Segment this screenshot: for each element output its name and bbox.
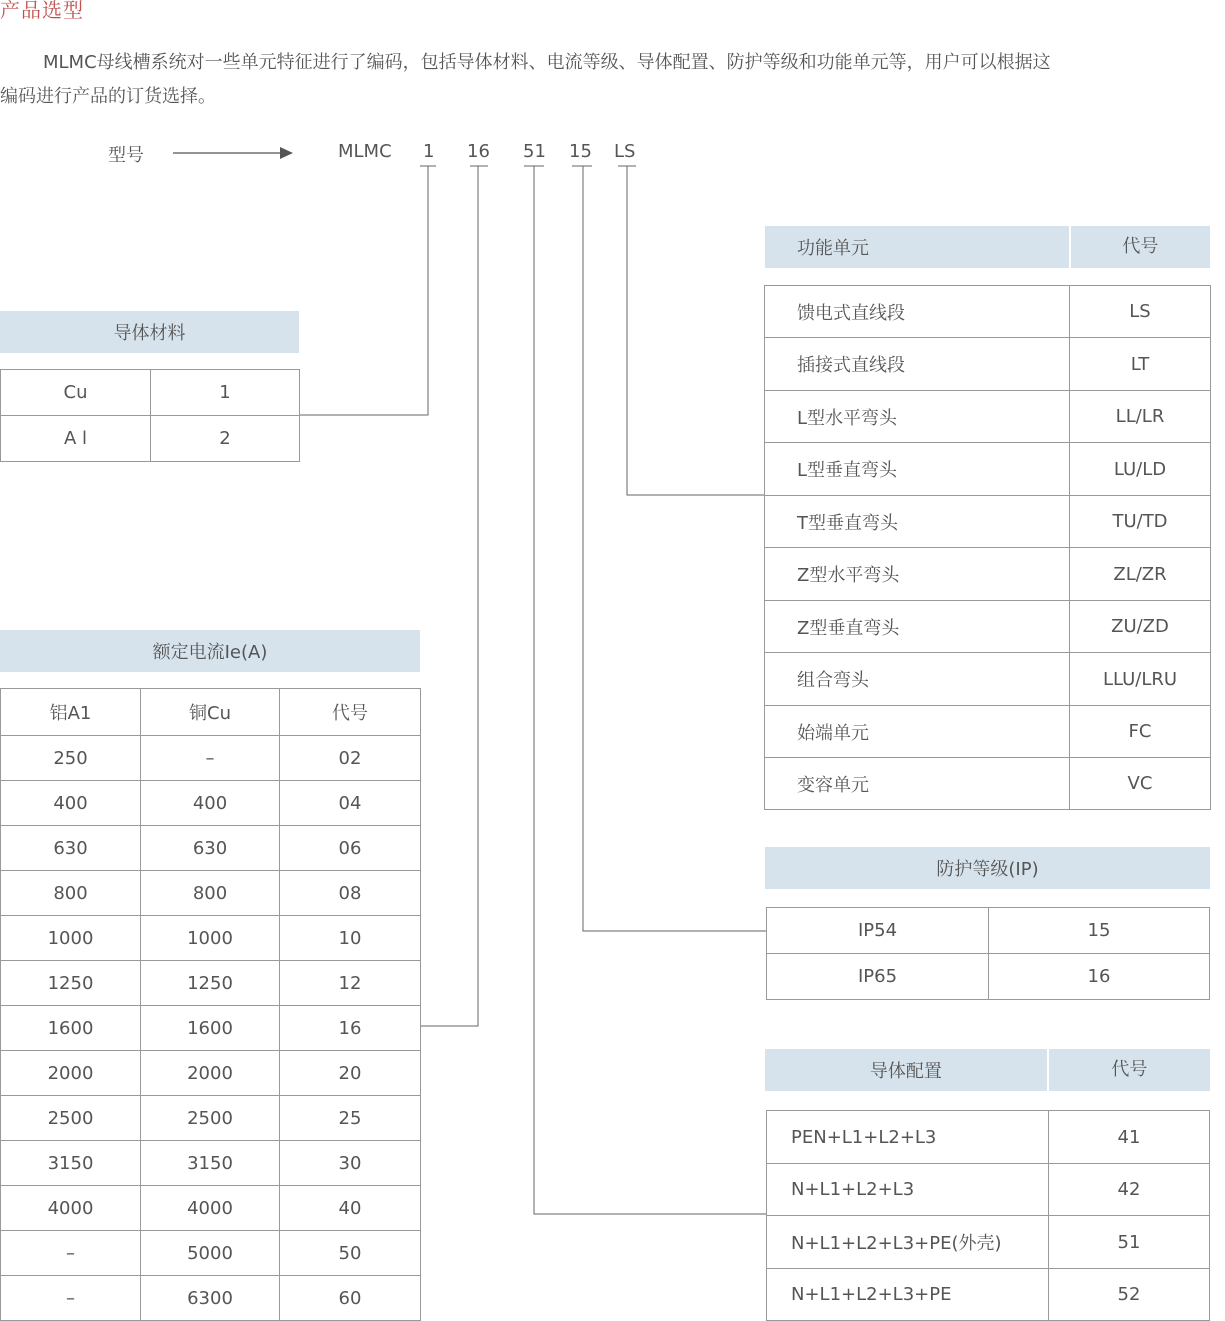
intro-line-2: 编码进行产品的订货选择。 <box>0 86 216 107</box>
al-cell: 250 <box>1 736 141 781</box>
table-row <box>765 653 1211 706</box>
table-row <box>1 1231 421 1276</box>
code-cell: 16 <box>280 1006 421 1051</box>
al-cell: 1000 <box>1 916 141 961</box>
table-row <box>765 286 1211 338</box>
code-protection: 15 <box>569 141 592 162</box>
code-cell: 04 <box>280 781 421 826</box>
configuration-name-cell: N+L1+L2+L3+PE <box>767 1269 1049 1321</box>
protection-header: 防护等级(IP) <box>765 847 1210 889</box>
table-row <box>1 1276 421 1321</box>
function-code-cell: LLU/LRU <box>1070 653 1211 706</box>
material-table <box>0 369 300 462</box>
cu-cell: 3150 <box>141 1141 280 1186</box>
cu-cell: 4000 <box>141 1186 280 1231</box>
function-code-cell: ZU/ZD <box>1070 601 1211 653</box>
function-name-cell: Z型垂直弯头 <box>765 601 1070 653</box>
function-code-cell: ZL/ZR <box>1070 548 1211 601</box>
function-code-cell: LT <box>1070 338 1211 391</box>
material-code-cell: 2 <box>151 416 300 462</box>
table-row <box>1 781 421 826</box>
cu-cell: 400 <box>141 781 280 826</box>
cu-cell: 2000 <box>141 1051 280 1096</box>
cu-cell: 1000 <box>141 916 280 961</box>
cu-cell: 6300 <box>141 1276 280 1321</box>
table-row <box>767 1269 1210 1321</box>
table-row <box>765 338 1211 391</box>
function-name-cell: L型垂直弯头 <box>765 443 1070 496</box>
cu-cell: 5000 <box>141 1231 280 1276</box>
current-header: 额定电流Ie(A) <box>0 630 420 672</box>
al-cell: – <box>1 1231 141 1276</box>
material-code-cell: 1 <box>151 370 300 416</box>
al-cell: 1600 <box>1 1006 141 1051</box>
function-code-cell: LS <box>1070 286 1211 338</box>
material-cell: A l <box>1 416 151 462</box>
cu-cell: 630 <box>141 826 280 871</box>
table-row <box>1 961 421 1006</box>
table-row <box>1 916 421 961</box>
code-cell: 60 <box>280 1276 421 1321</box>
code-material: 1 <box>423 141 435 162</box>
protection-table <box>766 907 1210 1000</box>
table-row <box>1 826 421 871</box>
protection-level-cell: IP54 <box>767 908 989 954</box>
link-material <box>299 166 428 415</box>
table-row <box>1 1096 421 1141</box>
function-code-cell: LL/LR <box>1070 391 1211 443</box>
table-header-row <box>1 689 421 736</box>
code-cell: 06 <box>280 826 421 871</box>
al-cell: 1250 <box>1 961 141 1006</box>
code-cell: 25 <box>280 1096 421 1141</box>
code-cell: 02 <box>280 736 421 781</box>
table-row <box>765 548 1211 601</box>
table-row <box>767 954 1210 1000</box>
function-name-cell: 始端单元 <box>765 706 1070 758</box>
configuration-header <box>765 1049 1210 1091</box>
al-cell: 4000 <box>1 1186 141 1231</box>
configuration-code-cell: 41 <box>1049 1111 1210 1164</box>
function-name-cell: 插接式直线段 <box>765 338 1070 391</box>
intro-line-1: MLMC母线槽系统对一些单元特征进行了编码，包括导体材料、电流等级、导体配置、防护等级和功能单元等，用户可以根据这 <box>43 52 1051 73</box>
configuration-table <box>766 1110 1210 1321</box>
function-code-cell: LU/LD <box>1070 443 1211 496</box>
table-row <box>767 908 1210 954</box>
link-function <box>627 166 764 495</box>
configuration-name-cell: N+L1+L2+L3+PE(外壳) <box>767 1216 1049 1269</box>
page-title: 产品选型 <box>0 0 84 22</box>
table-row <box>1 871 421 916</box>
table-row <box>767 1164 1210 1216</box>
table-row <box>765 443 1211 496</box>
material-header: 导体材料 <box>0 311 299 353</box>
table-row <box>765 601 1211 653</box>
model-prefix: MLMC <box>338 141 392 162</box>
protection-code-cell: 15 <box>989 908 1210 954</box>
current-table <box>0 688 421 1321</box>
al-cell: 400 <box>1 781 141 826</box>
arrow-head-icon <box>280 147 293 159</box>
column-header-al: 铝A1 <box>1 689 141 736</box>
table-row <box>1 1051 421 1096</box>
function-code-cell: TU/TD <box>1070 496 1211 548</box>
function-name-cell: L型水平弯头 <box>765 391 1070 443</box>
link-current <box>420 166 478 1026</box>
configuration-code-cell: 51 <box>1049 1216 1210 1269</box>
link-configuration <box>534 166 766 1214</box>
function-name-cell: 变容单元 <box>765 758 1070 810</box>
function-table <box>764 285 1211 810</box>
function-name-cell: T型垂直弯头 <box>765 496 1070 548</box>
code-function: LS <box>614 141 636 162</box>
protection-code-cell: 16 <box>989 954 1210 1000</box>
code-cell: 08 <box>280 871 421 916</box>
al-cell: 3150 <box>1 1141 141 1186</box>
function-code-cell: FC <box>1070 706 1211 758</box>
cu-cell: 800 <box>141 871 280 916</box>
material-cell: Cu <box>1 370 151 416</box>
function-name-cell: Z型水平弯头 <box>765 548 1070 601</box>
code-cell: 20 <box>280 1051 421 1096</box>
code-cell: 40 <box>280 1186 421 1231</box>
table-row <box>1 736 421 781</box>
model-label: 型号 <box>108 145 144 166</box>
table-row <box>765 496 1211 548</box>
al-cell: – <box>1 1276 141 1321</box>
column-header-code: 代号 <box>280 689 421 736</box>
cu-cell: 1250 <box>141 961 280 1006</box>
configuration-name-cell: N+L1+L2+L3 <box>767 1164 1049 1216</box>
table-row <box>767 1216 1210 1269</box>
function-header <box>765 226 1210 268</box>
code-cell: 10 <box>280 916 421 961</box>
table-row <box>765 391 1211 443</box>
function-header-name: 功能单元 <box>797 238 869 259</box>
function-code-cell: VC <box>1070 758 1211 810</box>
table-row <box>1 1006 421 1051</box>
protection-level-cell: IP65 <box>767 954 989 1000</box>
al-cell: 2500 <box>1 1096 141 1141</box>
al-cell: 2000 <box>1 1051 141 1096</box>
code-configuration: 51 <box>523 141 546 162</box>
code-cell: 12 <box>280 961 421 1006</box>
table-row <box>1 370 300 416</box>
cu-cell: – <box>141 736 280 781</box>
configuration-header-name: 导体配置 <box>869 1061 942 1082</box>
al-cell: 800 <box>1 871 141 916</box>
configuration-header-code: 代号 <box>1047 1049 1210 1091</box>
code-cell: 30 <box>280 1141 421 1186</box>
table-row <box>767 1111 1210 1164</box>
table-row <box>765 706 1211 758</box>
cu-cell: 2500 <box>141 1096 280 1141</box>
function-header-code: 代号 <box>1069 226 1210 268</box>
function-name-cell: 组合弯头 <box>765 653 1070 706</box>
cu-cell: 1600 <box>141 1006 280 1051</box>
column-header-cu: 铜Cu <box>141 689 280 736</box>
link-protection <box>583 166 766 931</box>
table-row <box>1 416 300 462</box>
function-name-cell: 馈电式直线段 <box>765 286 1070 338</box>
al-cell: 630 <box>1 826 141 871</box>
configuration-code-cell: 42 <box>1049 1164 1210 1216</box>
code-cell: 50 <box>280 1231 421 1276</box>
table-row <box>1 1141 421 1186</box>
table-row <box>1 1186 421 1231</box>
configuration-code-cell: 52 <box>1049 1269 1210 1321</box>
table-row <box>765 758 1211 810</box>
code-current: 16 <box>467 141 490 162</box>
configuration-name-cell: PEN+L1+L2+L3 <box>767 1111 1049 1164</box>
